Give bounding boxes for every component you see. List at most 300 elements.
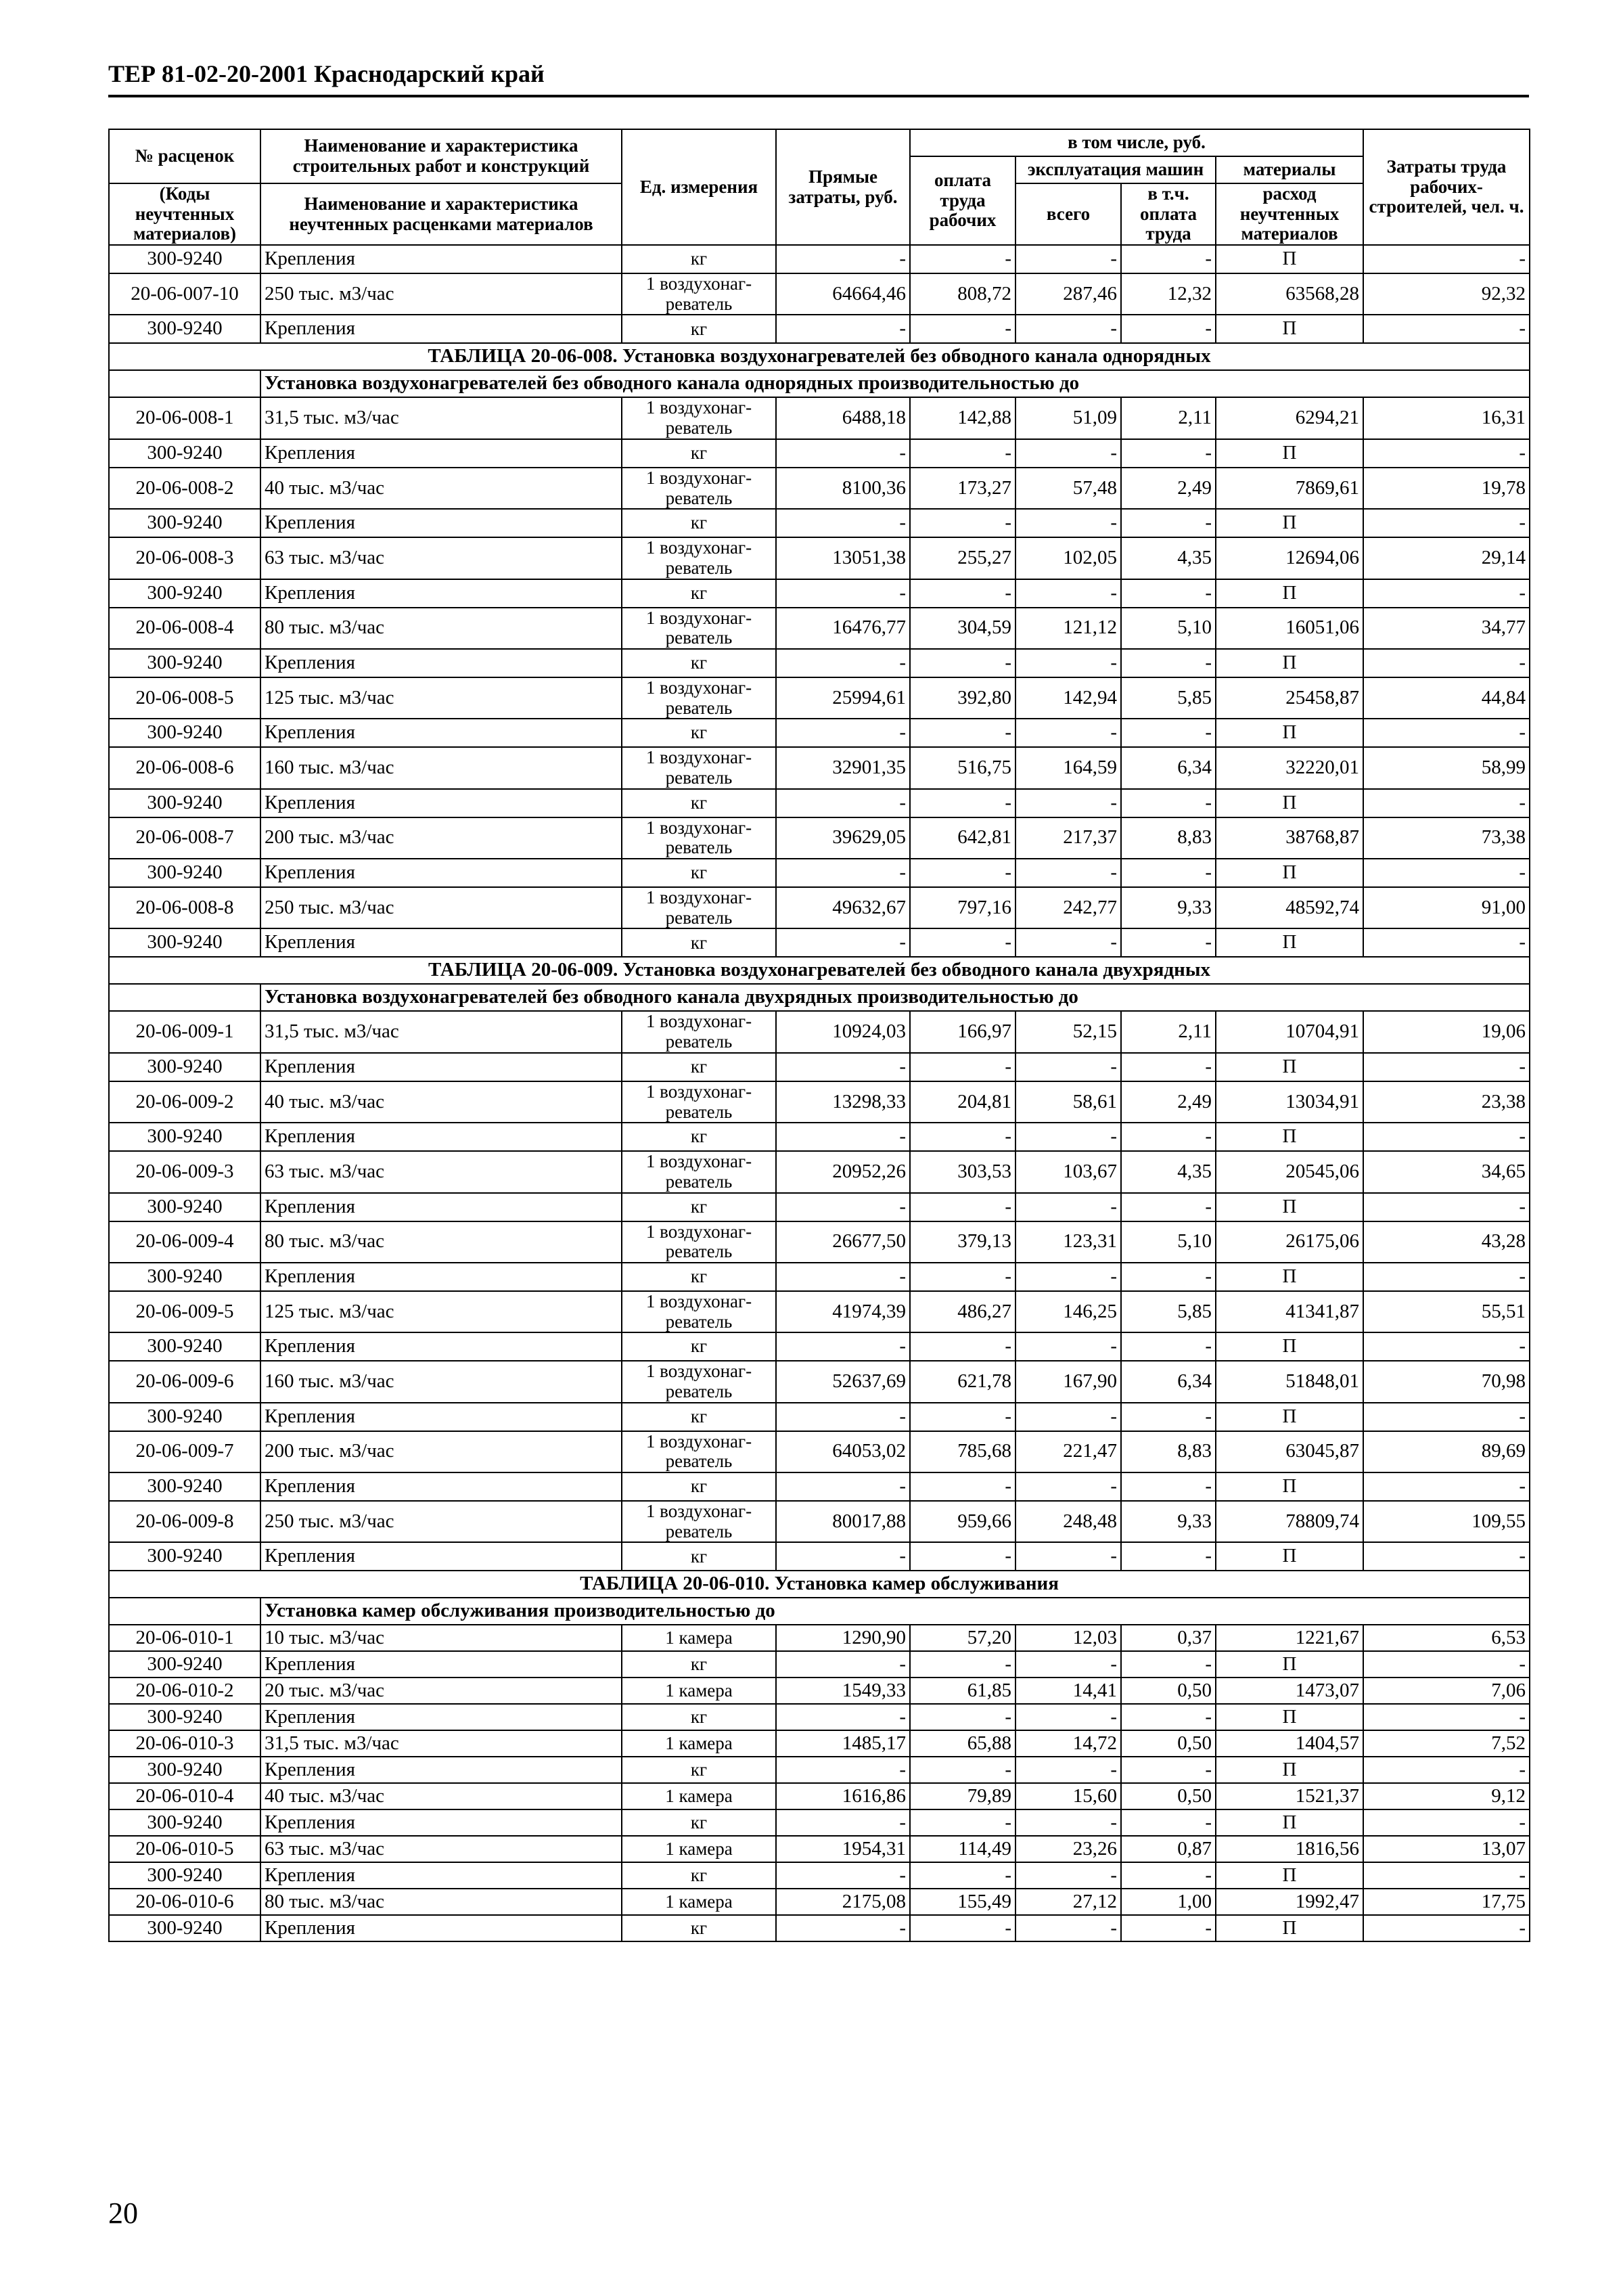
cell-code: 300-9240 — [109, 1915, 260, 1941]
cell-unit: 1 воздухонаг-реватель — [622, 537, 776, 579]
cell-unit: 1 камера — [622, 1730, 776, 1757]
rate-row — [109, 1678, 1530, 1704]
cell-direct: 13051,38 — [776, 537, 910, 579]
cell-code: 20-06-007-10 — [109, 273, 260, 315]
cell-unit: кг — [622, 439, 776, 468]
rate-row — [109, 817, 1530, 859]
page-header: ТЕР 81-02-20-2001 Краснодарский край — [108, 60, 545, 87]
cell-code: 300-9240 — [109, 579, 260, 608]
section-title-row — [109, 1571, 1530, 1598]
cell-materials: 38768,87 — [1216, 817, 1363, 859]
cell-name: Крепления — [260, 1542, 622, 1571]
cell-name: 31,5 тыс. м3/час — [260, 1011, 622, 1052]
cell-labor-pay: - — [910, 1263, 1015, 1291]
cell-code: 300-9240 — [109, 1862, 260, 1889]
rate-row — [109, 1889, 1530, 1915]
cell-mach-labor: 8,83 — [1121, 817, 1216, 859]
cell-labor-cost: - — [1363, 1472, 1530, 1501]
cell-mach-total: - — [1015, 1542, 1121, 1571]
col-labor-cost-header: Затраты труда рабочих-строителей, чел. ч. — [1363, 129, 1530, 245]
cell-direct: - — [776, 859, 910, 887]
rate-row — [109, 887, 1530, 928]
cell-direct: 80017,88 — [776, 1501, 910, 1542]
cell-labor-pay: 797,16 — [910, 887, 1015, 928]
cell-code: 20-06-008-5 — [109, 677, 260, 719]
cell-name: Крепления — [260, 1403, 622, 1431]
cell-unit: кг — [622, 579, 776, 608]
cell-labor-cost: 55,51 — [1363, 1291, 1530, 1332]
cell-materials: 1221,67 — [1216, 1625, 1363, 1651]
cell-code: 20-06-009-6 — [109, 1361, 260, 1402]
material-row — [109, 1053, 1530, 1081]
cell-labor-pay: 255,27 — [910, 537, 1015, 579]
cell-materials: 13034,91 — [1216, 1081, 1363, 1123]
material-row — [109, 928, 1530, 957]
cell-code: 300-9240 — [109, 859, 260, 887]
cell-unit: кг — [622, 649, 776, 677]
col-name-sub-header: Наименование и характеристика неучтенных расценками материалов — [260, 183, 622, 245]
cell-mach-total: 15,60 — [1015, 1783, 1121, 1809]
cell-name: 80 тыс. м3/час — [260, 1221, 622, 1263]
cell-mach-total: - — [1015, 315, 1121, 343]
cell-mach-labor: 0,50 — [1121, 1730, 1216, 1757]
cell-mach-labor: 0,87 — [1121, 1836, 1216, 1862]
rate-row — [109, 1501, 1530, 1542]
cell-direct: - — [776, 1332, 910, 1361]
cell-name: 160 тыс. м3/час — [260, 747, 622, 788]
cell-name: 20 тыс. м3/час — [260, 1678, 622, 1704]
cell-unit: кг — [622, 315, 776, 343]
cell-materials: П — [1216, 649, 1363, 677]
cell-name: 40 тыс. м3/час — [260, 468, 622, 509]
cell-unit: 1 камера — [622, 1783, 776, 1809]
rate-row — [109, 1625, 1530, 1651]
spacer-cell — [109, 1598, 260, 1625]
rate-row — [109, 677, 1530, 719]
cell-labor-cost: - — [1363, 1704, 1530, 1730]
cell-name: 40 тыс. м3/час — [260, 1783, 622, 1809]
cell-labor-cost: - — [1363, 719, 1530, 747]
cell-mach-labor: 2,49 — [1121, 1081, 1216, 1123]
cell-mach-labor: - — [1121, 579, 1216, 608]
cell-labor-pay: 65,88 — [910, 1730, 1015, 1757]
cell-mach-total: 58,61 — [1015, 1081, 1121, 1123]
cell-unit: 1 воздухонаг-реватель — [622, 677, 776, 719]
rate-row — [109, 1783, 1530, 1809]
cell-materials: П — [1216, 315, 1363, 343]
cell-direct: 6488,18 — [776, 397, 910, 438]
cell-labor-cost: - — [1363, 1403, 1530, 1431]
cell-name: 250 тыс. м3/час — [260, 887, 622, 928]
cell-name: Крепления — [260, 1193, 622, 1221]
cell-mach-labor: 0,50 — [1121, 1678, 1216, 1704]
cell-materials: 1521,37 — [1216, 1783, 1363, 1809]
cell-code: 20-06-008-3 — [109, 537, 260, 579]
material-row — [109, 719, 1530, 747]
cell-name: 160 тыс. м3/час — [260, 1361, 622, 1402]
cell-direct: 10924,03 — [776, 1011, 910, 1052]
cell-materials: 20545,06 — [1216, 1151, 1363, 1192]
cell-labor-cost: 89,69 — [1363, 1431, 1530, 1472]
material-row — [109, 245, 1530, 273]
rate-row — [109, 1291, 1530, 1332]
cell-name: 80 тыс. м3/час — [260, 1889, 622, 1915]
cell-direct: 1549,33 — [776, 1678, 910, 1704]
cell-direct: 52637,69 — [776, 1361, 910, 1402]
cell-name: Крепления — [260, 509, 622, 537]
cell-direct: - — [776, 245, 910, 273]
cell-name: Крепления — [260, 1332, 622, 1361]
cell-labor-cost: - — [1363, 1915, 1530, 1941]
cell-labor-pay: 959,66 — [910, 1501, 1015, 1542]
cell-labor-cost: 19,06 — [1363, 1011, 1530, 1052]
table-body — [109, 245, 1530, 1941]
cell-materials: П — [1216, 1472, 1363, 1501]
cell-mach-total: - — [1015, 245, 1121, 273]
cell-name: 31,5 тыс. м3/час — [260, 397, 622, 438]
section-subtitle: Установка воздухонагревателей без обводного канала однорядных производительностью до — [260, 370, 1530, 397]
cell-mach-total: - — [1015, 859, 1121, 887]
cell-unit: кг — [622, 1053, 776, 1081]
cell-direct: 1616,86 — [776, 1783, 910, 1809]
cell-materials: 1992,47 — [1216, 1889, 1363, 1915]
cell-code: 20-06-008-2 — [109, 468, 260, 509]
cell-direct: 8100,36 — [776, 468, 910, 509]
cell-materials: 51848,01 — [1216, 1361, 1363, 1402]
cell-unit: 1 воздухонаг-реватель — [622, 1501, 776, 1542]
cell-code: 20-06-008-6 — [109, 747, 260, 788]
cell-direct: - — [776, 1053, 910, 1081]
cell-code: 20-06-010-2 — [109, 1678, 260, 1704]
cell-mach-labor: - — [1121, 1053, 1216, 1081]
cell-labor-cost: - — [1363, 928, 1530, 957]
cell-labor-cost: 58,99 — [1363, 747, 1530, 788]
cell-materials: П — [1216, 789, 1363, 817]
col-code-header: № расценок — [109, 129, 260, 183]
cell-mach-total: - — [1015, 1403, 1121, 1431]
cell-labor-pay: 166,97 — [910, 1011, 1015, 1052]
cell-labor-cost: 91,00 — [1363, 887, 1530, 928]
cell-code: 300-9240 — [109, 245, 260, 273]
cell-mach-total: - — [1015, 1332, 1121, 1361]
cell-name: 250 тыс. м3/час — [260, 1501, 622, 1542]
cell-direct: 1485,17 — [776, 1730, 910, 1757]
cell-labor-cost: - — [1363, 1193, 1530, 1221]
cell-unit: кг — [622, 789, 776, 817]
cell-labor-cost: - — [1363, 1053, 1530, 1081]
cell-labor-cost: 29,14 — [1363, 537, 1530, 579]
cell-mach-labor: - — [1121, 1332, 1216, 1361]
rate-row — [109, 1221, 1530, 1263]
cell-mach-labor: - — [1121, 439, 1216, 468]
cell-materials: П — [1216, 509, 1363, 537]
cell-mach-total: 164,59 — [1015, 747, 1121, 788]
cell-labor-pay: - — [910, 1651, 1015, 1678]
cell-materials: П — [1216, 1915, 1363, 1941]
cell-mach-labor: - — [1121, 1915, 1216, 1941]
cell-labor-cost: 109,55 — [1363, 1501, 1530, 1542]
cell-direct: 16476,77 — [776, 608, 910, 649]
material-row — [109, 1332, 1530, 1361]
cell-materials: 6294,21 — [1216, 397, 1363, 438]
cell-direct: 1290,90 — [776, 1625, 910, 1651]
cell-unit: 1 воздухонаг-реватель — [622, 608, 776, 649]
cell-mach-labor: 0,50 — [1121, 1783, 1216, 1809]
cell-unit: кг — [622, 1472, 776, 1501]
cell-labor-pay: 204,81 — [910, 1081, 1015, 1123]
cell-mach-total: 146,25 — [1015, 1291, 1121, 1332]
cell-unit: кг — [622, 1403, 776, 1431]
cell-name: Крепления — [260, 1472, 622, 1501]
material-row — [109, 509, 1530, 537]
cell-code: 300-9240 — [109, 1809, 260, 1836]
section-subtitle-row — [109, 984, 1530, 1011]
cell-mach-total: - — [1015, 789, 1121, 817]
rate-row — [109, 468, 1530, 509]
cell-mach-labor: 8,83 — [1121, 1431, 1216, 1472]
cell-unit: кг — [622, 859, 776, 887]
cell-name: Крепления — [260, 245, 622, 273]
cell-mach-total: - — [1015, 1862, 1121, 1889]
cell-name: 63 тыс. м3/час — [260, 1836, 622, 1862]
col-unit-header: Ед. измерения — [622, 129, 776, 245]
cell-mach-labor: - — [1121, 928, 1216, 957]
cell-direct: - — [776, 1472, 910, 1501]
cell-mach-labor: - — [1121, 245, 1216, 273]
cell-mach-labor: - — [1121, 315, 1216, 343]
cell-mach-total: - — [1015, 579, 1121, 608]
cell-unit: 1 воздухонаг-реватель — [622, 1291, 776, 1332]
cell-materials: П — [1216, 1542, 1363, 1571]
cell-mach-total: - — [1015, 1915, 1121, 1941]
cell-code: 300-9240 — [109, 1403, 260, 1431]
cell-mach-total: - — [1015, 1053, 1121, 1081]
cell-mach-labor: - — [1121, 1809, 1216, 1836]
cell-mach-labor: 4,35 — [1121, 1151, 1216, 1192]
cell-direct: 2175,08 — [776, 1889, 910, 1915]
cell-mach-labor: - — [1121, 859, 1216, 887]
cell-materials: П — [1216, 1193, 1363, 1221]
cell-labor-cost: 43,28 — [1363, 1221, 1530, 1263]
cell-mach-total: - — [1015, 1704, 1121, 1730]
cell-labor-pay: - — [910, 509, 1015, 537]
cell-labor-cost: - — [1363, 1757, 1530, 1783]
cell-name: 10 тыс. м3/час — [260, 1625, 622, 1651]
cell-direct: - — [776, 1651, 910, 1678]
cell-direct: - — [776, 509, 910, 537]
cell-labor-cost: 70,98 — [1363, 1361, 1530, 1402]
cell-code: 20-06-008-7 — [109, 817, 260, 859]
cell-direct: 20952,26 — [776, 1151, 910, 1192]
cell-labor-pay: - — [910, 1862, 1015, 1889]
cell-code: 300-9240 — [109, 1542, 260, 1571]
cell-unit: кг — [622, 1263, 776, 1291]
cell-materials: П — [1216, 1809, 1363, 1836]
cell-materials: П — [1216, 245, 1363, 273]
cell-code: 20-06-008-1 — [109, 397, 260, 438]
cell-name: Крепления — [260, 439, 622, 468]
cell-name: Крепления — [260, 1263, 622, 1291]
cell-code: 300-9240 — [109, 789, 260, 817]
cell-name: Крепления — [260, 719, 622, 747]
cell-materials: П — [1216, 859, 1363, 887]
cell-direct: - — [776, 719, 910, 747]
rate-row — [109, 273, 1530, 315]
cell-name: 250 тыс. м3/час — [260, 273, 622, 315]
cell-labor-pay: 379,13 — [910, 1221, 1015, 1263]
cell-labor-cost: - — [1363, 1809, 1530, 1836]
cell-mach-total: 217,37 — [1015, 817, 1121, 859]
cell-labor-cost: - — [1363, 1862, 1530, 1889]
cell-materials: 12694,06 — [1216, 537, 1363, 579]
cell-mach-labor: 6,34 — [1121, 1361, 1216, 1402]
cell-mach-total: - — [1015, 1263, 1121, 1291]
cell-name: 80 тыс. м3/час — [260, 608, 622, 649]
cell-mach-total: - — [1015, 719, 1121, 747]
table-head — [109, 129, 1530, 245]
cell-unit: 1 воздухонаг-реватель — [622, 817, 776, 859]
material-row — [109, 1542, 1530, 1571]
cell-code: 300-9240 — [109, 928, 260, 957]
cell-direct: 39629,05 — [776, 817, 910, 859]
cell-mach-total: 51,09 — [1015, 397, 1121, 438]
page-number: 20 — [108, 2197, 138, 2230]
cell-labor-cost: - — [1363, 649, 1530, 677]
cell-unit: кг — [622, 1915, 776, 1941]
cell-mach-labor: 1,00 — [1121, 1889, 1216, 1915]
cell-labor-pay: - — [910, 315, 1015, 343]
cell-labor-pay: - — [910, 1542, 1015, 1571]
cell-labor-pay: 142,88 — [910, 397, 1015, 438]
cell-name: Крепления — [260, 789, 622, 817]
material-row — [109, 1704, 1530, 1730]
section-title-row — [109, 343, 1530, 370]
cell-mach-total: 167,90 — [1015, 1361, 1121, 1402]
cell-code: 300-9240 — [109, 1053, 260, 1081]
cell-mach-total: 242,77 — [1015, 887, 1121, 928]
cell-labor-cost: 9,12 — [1363, 1783, 1530, 1809]
cell-labor-cost: 6,53 — [1363, 1625, 1530, 1651]
cell-labor-pay: 173,27 — [910, 468, 1015, 509]
cell-code: 300-9240 — [109, 1123, 260, 1151]
cell-labor-pay: 516,75 — [910, 747, 1015, 788]
col-materials-header: материалы — [1216, 156, 1363, 183]
cell-unit: кг — [622, 719, 776, 747]
cell-labor-pay: - — [910, 1193, 1015, 1221]
material-row — [109, 1263, 1530, 1291]
cell-materials: 25458,87 — [1216, 677, 1363, 719]
cell-unit: кг — [622, 1809, 776, 1836]
cell-code: 20-06-009-5 — [109, 1291, 260, 1332]
material-row — [109, 439, 1530, 468]
cell-mach-labor: - — [1121, 649, 1216, 677]
section-subtitle: Установка камер обслуживания производительностью до — [260, 1598, 1530, 1625]
cell-mach-labor: - — [1121, 1757, 1216, 1783]
cell-materials: П — [1216, 1862, 1363, 1889]
cell-code: 300-9240 — [109, 649, 260, 677]
cell-unit: 1 камера — [622, 1625, 776, 1651]
cell-labor-pay: 486,27 — [910, 1291, 1015, 1332]
cell-direct: 13298,33 — [776, 1081, 910, 1123]
cell-name: Крепления — [260, 859, 622, 887]
cell-name: Крепления — [260, 1123, 622, 1151]
material-row — [109, 1757, 1530, 1783]
cell-labor-pay: 114,49 — [910, 1836, 1015, 1862]
cell-direct: 26677,50 — [776, 1221, 910, 1263]
cell-labor-cost: - — [1363, 439, 1530, 468]
cell-name: Крепления — [260, 1757, 622, 1783]
cell-name: Крепления — [260, 1053, 622, 1081]
cell-materials: П — [1216, 1704, 1363, 1730]
cell-direct: - — [776, 1403, 910, 1431]
cell-unit: кг — [622, 1542, 776, 1571]
cell-direct: - — [776, 649, 910, 677]
cell-materials: 10704,91 — [1216, 1011, 1363, 1052]
cell-mach-labor: - — [1121, 1403, 1216, 1431]
spacer-cell — [109, 370, 260, 397]
cell-direct: - — [776, 1757, 910, 1783]
cell-labor-cost: 92,32 — [1363, 273, 1530, 315]
cell-labor-cost: 23,38 — [1363, 1081, 1530, 1123]
cell-unit: 1 воздухонаг-реватель — [622, 1221, 776, 1263]
cell-mach-labor: - — [1121, 509, 1216, 537]
cell-direct: 25994,61 — [776, 677, 910, 719]
cell-unit: кг — [622, 1704, 776, 1730]
cell-direct: - — [776, 579, 910, 608]
rate-row — [109, 1431, 1530, 1472]
cell-mach-total: - — [1015, 928, 1121, 957]
cell-name: 125 тыс. м3/час — [260, 1291, 622, 1332]
cell-mach-labor: - — [1121, 1862, 1216, 1889]
cell-mach-total: - — [1015, 1123, 1121, 1151]
cell-unit: 1 воздухонаг-реватель — [622, 273, 776, 315]
material-row — [109, 789, 1530, 817]
cell-mach-labor: - — [1121, 1472, 1216, 1501]
cell-mach-labor: - — [1121, 1193, 1216, 1221]
cell-code: 300-9240 — [109, 1332, 260, 1361]
cell-labor-pay: 392,80 — [910, 677, 1015, 719]
material-row — [109, 579, 1530, 608]
material-row — [109, 1193, 1530, 1221]
cell-materials: П — [1216, 1263, 1363, 1291]
cell-unit: 1 камера — [622, 1889, 776, 1915]
cell-direct: 1954,31 — [776, 1836, 910, 1862]
cell-mach-labor: 2,11 — [1121, 1011, 1216, 1052]
cell-labor-cost: 19,78 — [1363, 468, 1530, 509]
cell-labor-pay: - — [910, 1123, 1015, 1151]
cell-materials: П — [1216, 719, 1363, 747]
material-row — [109, 1651, 1530, 1678]
material-row — [109, 1862, 1530, 1889]
cell-mach-labor: 12,32 — [1121, 273, 1216, 315]
cell-labor-pay: - — [910, 1403, 1015, 1431]
cell-labor-pay: 621,78 — [910, 1361, 1015, 1402]
cell-mach-total: 287,46 — [1015, 273, 1121, 315]
cell-materials: 63045,87 — [1216, 1431, 1363, 1472]
cell-unit: кг — [622, 245, 776, 273]
header-rule — [108, 95, 1529, 97]
cell-code: 20-06-008-8 — [109, 887, 260, 928]
material-row — [109, 649, 1530, 677]
cell-code: 20-06-009-8 — [109, 1501, 260, 1542]
cell-labor-pay: - — [910, 245, 1015, 273]
cell-labor-pay: - — [910, 859, 1015, 887]
cell-unit: 1 воздухонаг-реватель — [622, 397, 776, 438]
cell-mach-labor: 6,34 — [1121, 747, 1216, 788]
col-name-header: Наименование и характеристика строительных работ и конструкций — [260, 129, 622, 183]
cell-materials: 78809,74 — [1216, 1501, 1363, 1542]
cell-labor-pay: - — [910, 1757, 1015, 1783]
